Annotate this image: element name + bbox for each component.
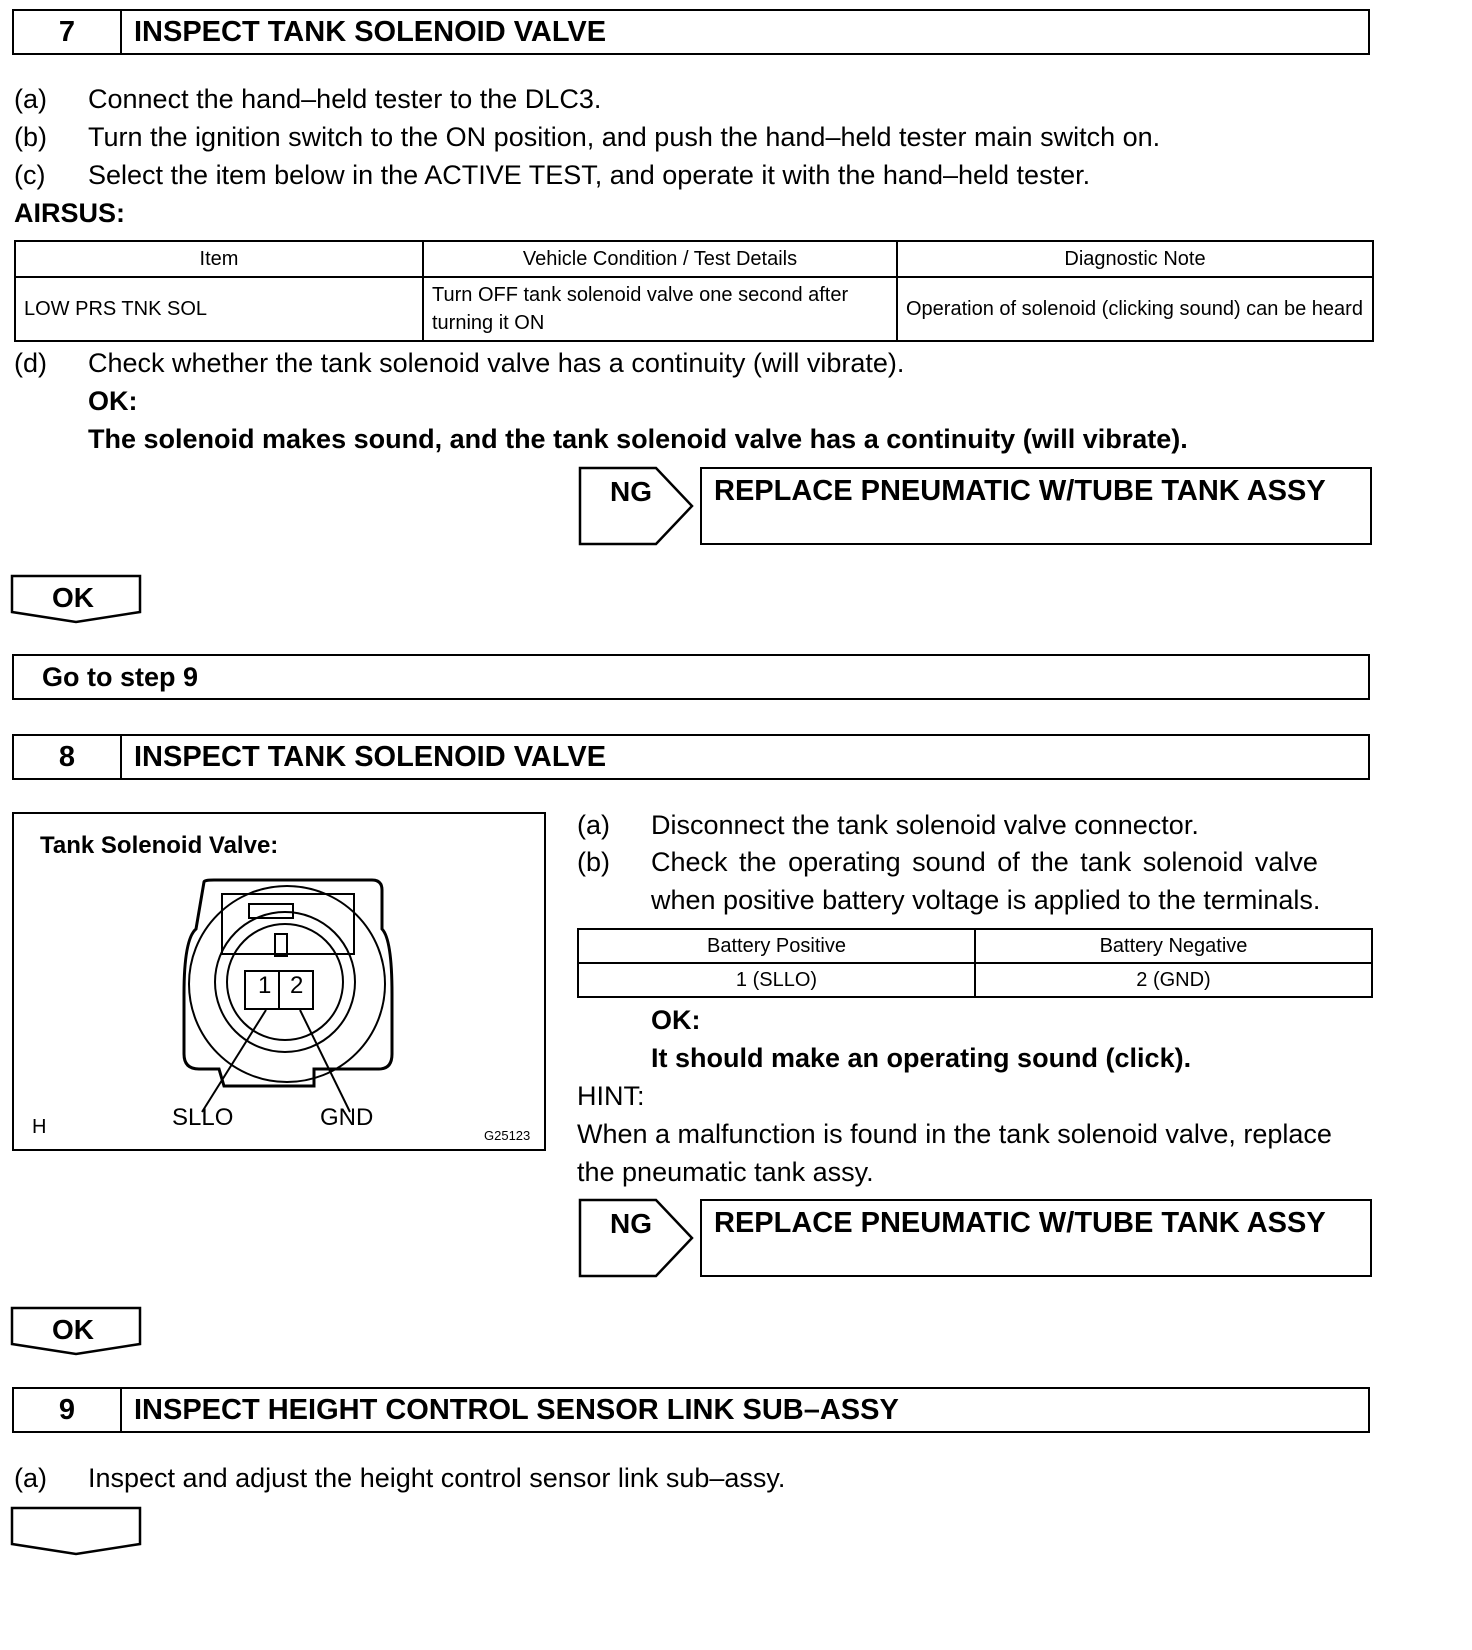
battery-table — [577, 928, 1373, 998]
label: (b) — [14, 122, 47, 152]
header-cell: Battery Negative — [975, 929, 1372, 963]
cell: LOW PRS TNK SOL — [15, 277, 423, 341]
text: Connect the hand–held tester to the DLC3. — [88, 84, 602, 114]
ng-action-box: REPLACE PNEUMATIC W/TUBE TANK ASSY — [700, 1199, 1372, 1277]
header-cell: Vehicle Condition / Test Details — [423, 241, 897, 277]
cell: 1 (SLLO) — [578, 963, 975, 997]
sllo-label: SLLO — [172, 1104, 234, 1131]
step-8-header — [12, 734, 1370, 780]
header-cell: Item — [15, 241, 423, 277]
hint-text-continued: the pneumatic tank assy. — [577, 1157, 874, 1187]
label: (b) — [577, 847, 610, 877]
header-cell: Battery Positive — [578, 929, 975, 963]
label: (a) — [577, 810, 610, 840]
cell: Operation of solenoid (clicking sound) can be heard — [897, 277, 1373, 341]
ng-action-box: REPLACE PNEUMATIC W/TUBE TANK ASSY — [700, 467, 1372, 545]
step-number: 7 — [14, 11, 122, 53]
figure-code: G25123 — [484, 1128, 531, 1143]
down-arrow-icon — [10, 1506, 144, 1558]
text: Check the operating sound of the tank solenoid valve — [651, 847, 1318, 877]
label: (d) — [14, 348, 47, 378]
step-title: INSPECT TANK SOLENOID VALVE — [134, 740, 607, 773]
table-header-row — [15, 241, 1373, 277]
ng-label: NG — [610, 1208, 652, 1239]
pin-2-label: 2 — [290, 972, 304, 999]
ok-arrow-label: OK — [52, 582, 94, 613]
step-9-header — [12, 1387, 1370, 1433]
go-to-step-box: Go to step 9 — [12, 654, 1370, 700]
ok-criteria: The solenoid makes sound, and the tank solenoid valve has a continuity (will vibrate). — [88, 424, 1188, 454]
step-number: 8 — [14, 736, 122, 778]
text: Disconnect the tank solenoid valve connector. — [651, 810, 1199, 840]
label: (a) — [14, 84, 47, 114]
pin-1-label: 1 — [258, 972, 272, 999]
step-7-header — [12, 9, 1370, 55]
table-header-row — [578, 929, 1372, 963]
text: Check whether the tank solenoid valve has a continuity (will vibrate). — [88, 348, 905, 378]
text: Turn the ignition switch to the ON position, and push the hand–held tester main switch on. — [88, 122, 1161, 152]
connector-diagram-icon — [14, 814, 544, 1149]
label: (a) — [14, 1463, 47, 1493]
active-test-table — [14, 240, 1374, 342]
step-title: INSPECT HEIGHT CONTROL SENSOR LINK SUB–ASSY — [134, 1393, 899, 1426]
system-label: AIRSUS: — [14, 198, 126, 228]
corner-label: H — [32, 1116, 47, 1138]
hint-label: HINT: — [577, 1081, 645, 1111]
ng-label: NG — [610, 476, 652, 507]
cell: 2 (GND) — [975, 963, 1372, 997]
text: Inspect and adjust the height control sensor link sub–assy. — [88, 1463, 786, 1493]
figure-title: Tank Solenoid Valve: — [40, 832, 279, 859]
text: Select the item below in the ACTIVE TEST, and operate it with the hand–held tester. — [88, 160, 1091, 190]
label: (c) — [14, 160, 46, 190]
ok-criteria: It should make an operating sound (click). — [651, 1043, 1192, 1073]
header-cell: Diagnostic Note — [897, 241, 1373, 277]
hint-text: When a malfunction is found in the tank solenoid valve, replace — [577, 1119, 1332, 1149]
cell: Turn OFF tank solenoid valve one second after turning it ON — [423, 277, 897, 341]
ok-label: OK: — [88, 386, 138, 416]
step-title: INSPECT TANK SOLENOID VALVE — [134, 15, 607, 48]
gnd-label: GND — [320, 1104, 374, 1131]
ok-arrow-label: OK — [52, 1314, 94, 1345]
connector-figure — [12, 812, 546, 1151]
table-row — [578, 963, 1372, 997]
instruction-b-continued: when positive battery voltage is applied to the terminals. — [651, 885, 1321, 915]
table-row — [15, 277, 1373, 341]
ok-label: OK: — [651, 1005, 701, 1035]
step-number: 9 — [14, 1389, 122, 1431]
